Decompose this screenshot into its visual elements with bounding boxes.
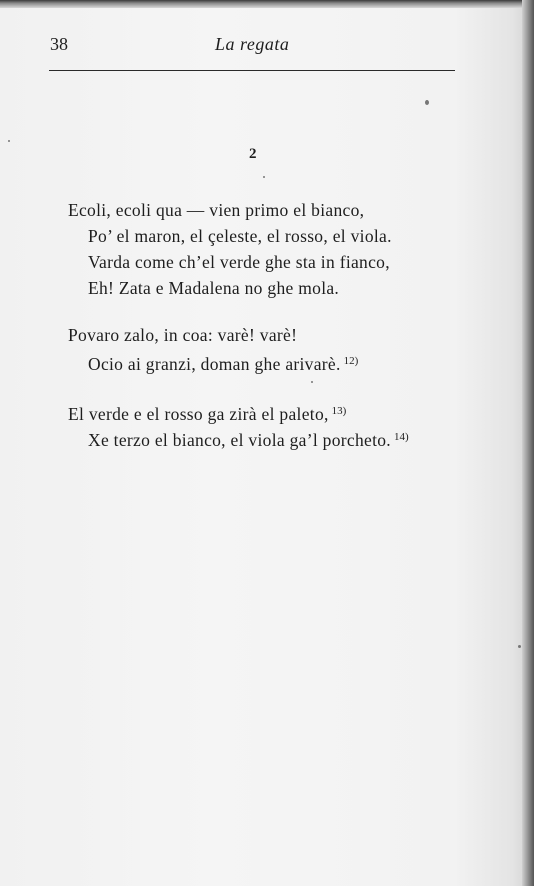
stanza-2 <box>68 322 358 374</box>
verse-line <box>68 424 409 450</box>
paper-speck <box>263 176 265 178</box>
footnote-marker: 13) <box>331 405 347 417</box>
verse-text: Ecoli, ecoli qua — vien primo el bianco, <box>68 200 365 220</box>
verse-text: Povaro zalo, in coa: varè! varè! <box>68 325 298 345</box>
stanza-1 <box>68 197 392 301</box>
paper-speck <box>425 100 429 105</box>
paper-speck <box>311 381 313 383</box>
footnote-marker: 14) <box>393 431 409 443</box>
verse-text: Varda come ch’el verde ghe sta in fianco, <box>88 252 390 272</box>
running-head <box>50 34 455 58</box>
verse-text: Ocio ai granzi, doman ghe arivarè. <box>88 354 341 374</box>
verse-line <box>68 223 392 249</box>
verse-line <box>68 348 358 374</box>
verse-text: Xe terzo el bianco, el viola ga’l porcheto. <box>88 430 391 450</box>
verse-text: El verde e el rosso ga zirà el paleto, <box>68 404 329 424</box>
stanza-3 <box>68 398 409 450</box>
verse-line <box>68 322 358 348</box>
header-rule <box>49 70 455 71</box>
verse-line <box>68 398 409 424</box>
page-binding-edge <box>522 0 534 886</box>
verse-line <box>68 275 392 301</box>
verse-text: Eh! Zata e Madalena no ghe mola. <box>88 278 340 298</box>
page-top-edge <box>0 0 534 8</box>
running-title: La regata <box>215 34 290 54</box>
verse-line <box>68 249 392 275</box>
verse-text: Po’ el maron, el çeleste, el rosso, el viola. <box>88 226 392 246</box>
paper-speck <box>8 140 10 142</box>
footnote-marker: 12) <box>343 355 359 367</box>
verse-line <box>68 197 392 223</box>
page-number: 38 <box>50 34 68 54</box>
section-number: 2 <box>249 146 257 162</box>
paper-speck <box>518 645 521 648</box>
